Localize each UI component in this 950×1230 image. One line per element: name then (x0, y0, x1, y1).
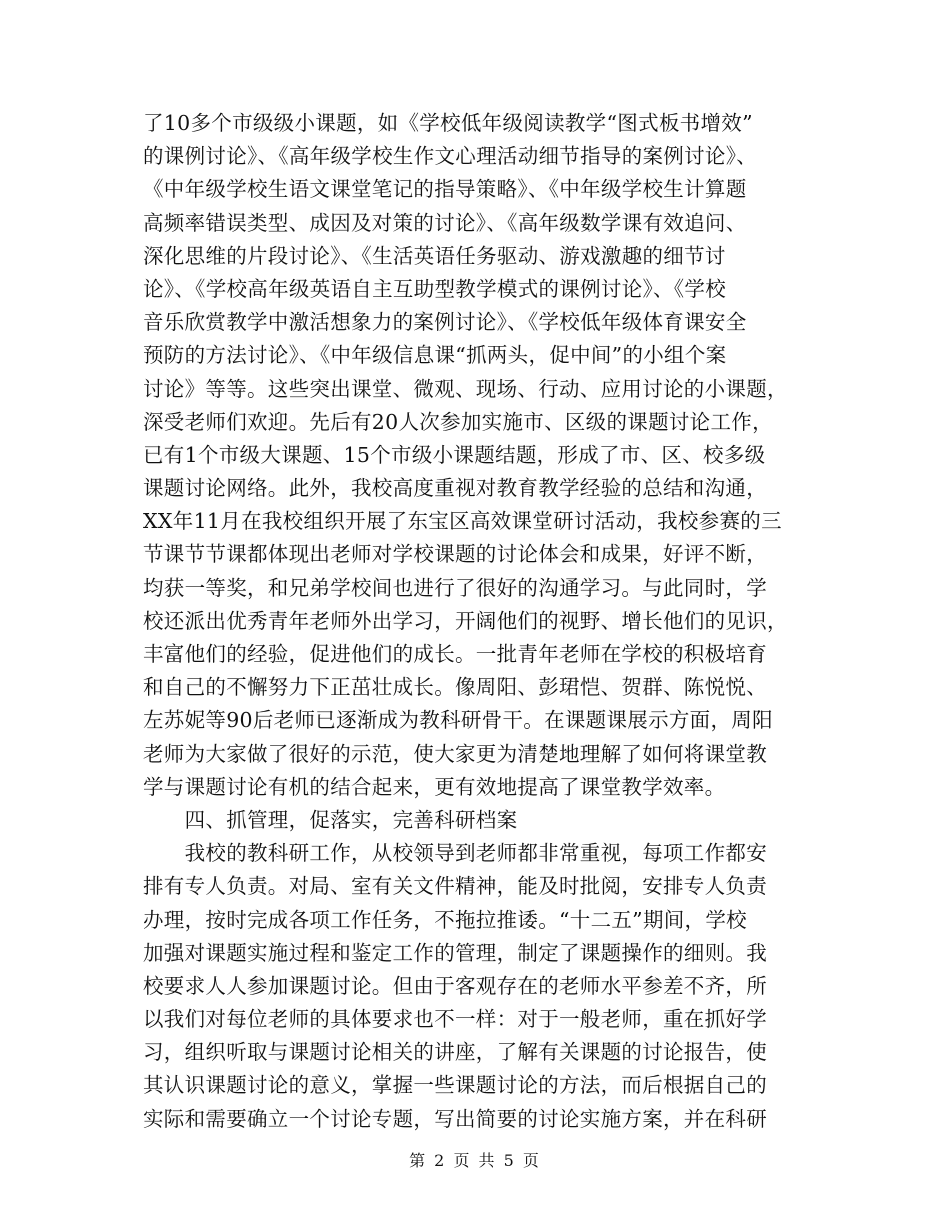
text-line: 办理，按时完成各项工作任务，不拖拉推诿。“十二五”期间，学校 (143, 907, 747, 932)
text-line: 高频率错误类型、成因及对策的讨论》、《高年级数学课有效追问、 (143, 210, 747, 235)
text-line: XX年11月在我校组织开展了东宝区高效课堂研讨活动，我校参赛的三 (143, 509, 782, 534)
body-text (143, 107, 813, 1136)
text-line: 节课节节课都体现出老师对学校课题的讨论体会和成果，好评不断， (143, 542, 767, 567)
text-line: 深化思维的片段讨论》、《生活英语任务驱动、游戏激趣的细节讨 (143, 243, 726, 268)
text-line: 预防的方法讨论》、《中年级信息课“抓两头，促中间”的小组个案 (143, 343, 727, 368)
text-line: 学与课题讨论有机的结合起来，更有效地提高了课堂教学效率。 (143, 774, 726, 799)
text-line: 和自己的不懈努力下正茁壮成长。像周阳、彭珺恺、贺群、陈悦悦、 (143, 675, 767, 700)
text-line: 了10多个市级级小课题，如《学校低年级阅读教学“图式板书增效” (143, 111, 753, 135)
text-line: 课题讨论网络。此外，我校高度重视对教育教学经验的总结和沟通， (143, 476, 767, 501)
text-line: 排有专人负责。对局、室有关文件精神，能及时批阅，安排专人负责 (143, 874, 767, 899)
text-line: 实际和需要确立一个讨论专题，写出简要的讨论实施方案，并在科研 (143, 1106, 767, 1131)
text-line: 已有1个市级大课题、15个市级小课题结题，形成了市、区、校多级 (143, 442, 766, 467)
text-line: 的课例讨论》、《高年级学校生作文心理活动细节指导的案例讨论》、 (143, 144, 758, 169)
text-line: 校要求人人参加课题讨论。但由于客观存在的老师水平参差不齐，所 (143, 973, 767, 998)
text-line: 习，组织听取与课题讨论相关的讲座，了解有关课题的讨论报告，使 (143, 1040, 767, 1065)
text-line: 均获一等奖，和兄弟学校间也进行了很好的沟通学习。与此同时，学 (143, 575, 767, 600)
text-line: 左苏妮等90后老师已逐渐成为教科研骨干。在课题课展示方面，周阳 (143, 708, 773, 733)
text-line: 以我们对每位老师的具体要求也不一样：对于一般老师，重在抓好学 (143, 1007, 767, 1032)
page-number-footer: 第 2 页 共 5 页 (409, 1151, 541, 1170)
text-line: 丰富他们的经验，促进他们的成长。一批青年老师在学校的积极培育 (143, 642, 767, 666)
text-line: 音乐欣赏教学中激活想象力的案例讨论》、《学校低年级体育课安全 (143, 310, 747, 335)
text-line: 深受老师们欢迎。先后有20人次参加实施市、区级的课题讨论工作， (143, 409, 773, 434)
text-line: 其认识课题讨论的意义，掌握一些课题讨论的方法，而后根据自己的 (143, 1073, 767, 1098)
section-heading: 四、抓管理，促落实，完善科研档案 (143, 807, 518, 832)
text-line: 老师为大家做了很好的示范，使大家更为清楚地理解了如何将课堂教 (143, 741, 767, 766)
text-line: 加强对课题实施过程和鉴定工作的管理，制定了课题操作的细则。我 (143, 940, 767, 965)
text-line: 《中年级学校生语文课堂笔记的指导策略》、《中年级学校生计算题 (143, 177, 747, 202)
text-line: 校还派出优秀青年老师外出学习，开阔他们的视野、增长他们的见识， (143, 608, 788, 633)
text-line: 论》、《学校高年级英语自主互助型教学模式的课例讨论》、《学校 (143, 276, 726, 301)
text-line: 我校的教科研工作，从校领导到老师都非常重视，每项工作都安 (143, 841, 767, 866)
text-line: 讨论》等等。这些突出课堂、微观、现场、行动、应用讨论的小课题， (143, 376, 788, 401)
